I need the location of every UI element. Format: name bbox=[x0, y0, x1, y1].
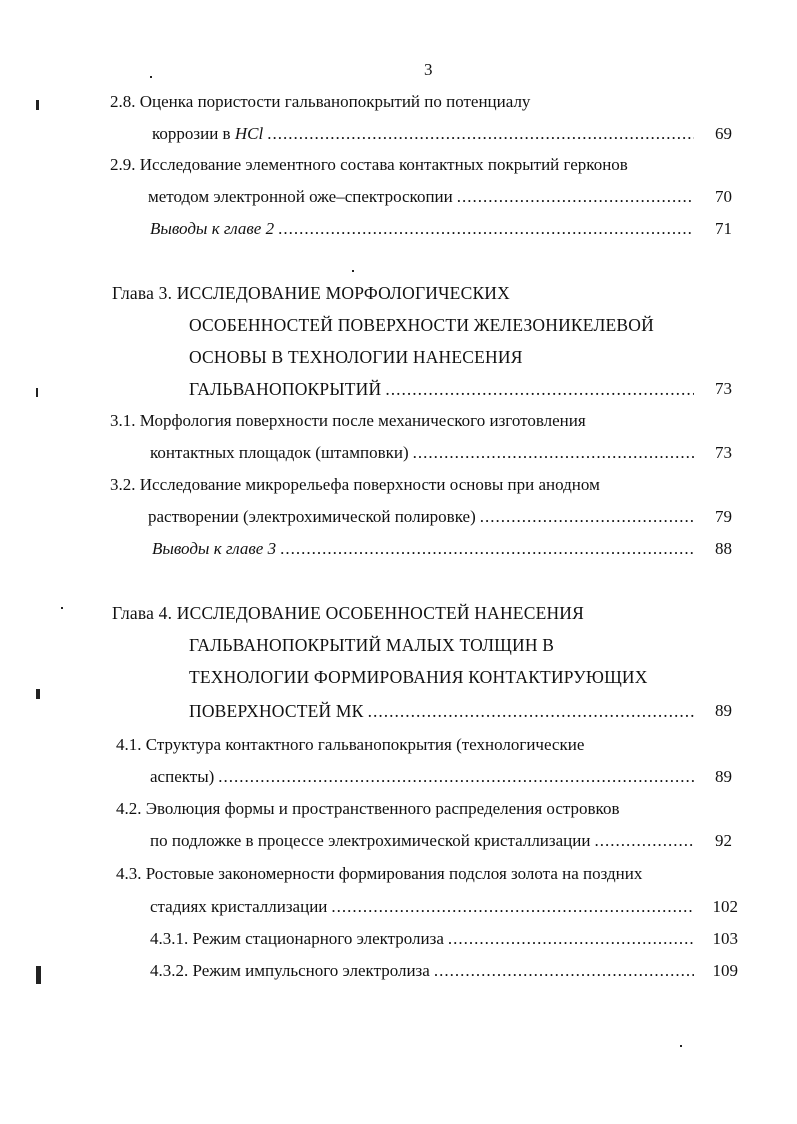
toc-entry-2-8-leader bbox=[152, 124, 698, 144]
toc-chapter-3-page: 73 bbox=[715, 379, 732, 398]
toc-chapter-4-text: ПОВЕРХНОСТЕЙ МК bbox=[189, 701, 364, 721]
toc-entry-2-9-page: 70 bbox=[715, 187, 732, 206]
toc-entry-2-9-leader bbox=[148, 187, 698, 207]
scan-speck bbox=[680, 1045, 682, 1047]
toc-conclusions-3-page: 88 bbox=[715, 539, 732, 558]
dot-leader bbox=[448, 929, 694, 949]
dot-leader bbox=[267, 124, 694, 144]
toc-entry-4-3-1 bbox=[150, 929, 698, 949]
toc-entry-2-9-title: 2.9. Исследование элементного состава контактных покрытий герконов bbox=[110, 155, 628, 174]
dot-leader bbox=[218, 767, 694, 787]
toc-entry-4-3-1-text: 4.3.1. Режим стационарного электролиза bbox=[150, 929, 444, 948]
toc-chapter-4-line-3: ТЕХНОЛОГИИ ФОРМИРОВАНИЯ КОНТАКТИРУЮЩИХ bbox=[189, 667, 648, 687]
toc-entry-4-2-text: по подложке в процессе электрохимической кристаллизации bbox=[150, 831, 591, 850]
toc-chapter-3-line-2: ОСОБЕННОСТЕЙ ПОВЕРХНОСТИ ЖЕЛЕЗОНИКЕЛЕВОЙ bbox=[189, 315, 654, 335]
toc-chapter-4-page: 89 bbox=[715, 701, 732, 720]
toc-conclusions-3-text: Выводы к главе 3 bbox=[152, 539, 277, 558]
scan-speck bbox=[352, 270, 354, 272]
toc-entry-3-1-page: 73 bbox=[715, 443, 732, 462]
toc-chapter-4-line-1: Глава 4. ИССЛЕДОВАНИЕ ОСОБЕННОСТЕЙ НАНЕСЕНИЯ bbox=[112, 603, 585, 623]
toc-entry-4-3-leader bbox=[150, 897, 698, 917]
toc-entry-4-2-leader bbox=[150, 831, 698, 851]
toc-entry-4-2-page: 92 bbox=[715, 831, 732, 850]
dot-leader bbox=[278, 219, 694, 239]
toc-entry-4-3-1-page: 103 bbox=[712, 929, 738, 948]
toc-entry-4-3-text: стадиях кристаллизации bbox=[150, 897, 328, 916]
dot-leader bbox=[368, 701, 694, 721]
scan-speck bbox=[36, 966, 41, 984]
toc-conclusions-2-page: 71 bbox=[715, 219, 732, 238]
dot-leader bbox=[331, 897, 694, 917]
toc-entry-4-3-2-text: 4.3.2. Режим импульсного электролиза bbox=[150, 961, 430, 980]
toc-entry-2-9-text: методом электронной оже–спектроскопии bbox=[148, 187, 453, 206]
toc-entry-3-2-leader bbox=[148, 507, 698, 527]
toc-chapter-3-line-3: ОСНОВЫ В ТЕХНОЛОГИИ НАНЕСЕНИЯ bbox=[189, 347, 523, 367]
toc-entry-4-3-2 bbox=[150, 961, 698, 981]
page-number: 3 bbox=[424, 60, 433, 79]
toc-entry-3-2-page: 79 bbox=[715, 507, 732, 526]
toc-chapter-3-line-1: Глава 3. ИССЛЕДОВАНИЕ МОРФОЛОГИЧЕСКИХ bbox=[112, 283, 510, 303]
dot-leader bbox=[434, 961, 694, 981]
toc-entry-4-1-page: 89 bbox=[715, 767, 732, 786]
dot-leader bbox=[280, 539, 694, 559]
scan-speck bbox=[61, 607, 63, 609]
toc-conclusions-2-text: Выводы к главе 2 bbox=[150, 219, 275, 238]
dot-leader bbox=[457, 187, 694, 207]
scan-speck bbox=[36, 689, 40, 699]
toc-chapter-4-line-2: ГАЛЬВАНОПОКРЫТИЙ МАЛЫХ ТОЛЩИН В bbox=[189, 635, 555, 655]
toc-entry-2-8-formula: HCl bbox=[234, 124, 264, 143]
dot-leader bbox=[385, 379, 694, 399]
scan-speck bbox=[36, 388, 38, 397]
toc-entry-2-8-page: 69 bbox=[715, 124, 732, 143]
toc-entry-3-1-text: контактных площадок (штамповки) bbox=[150, 443, 409, 462]
toc-entry-4-2-title: 4.2. Эволюция формы и пространственного распределения островков bbox=[116, 799, 620, 818]
dot-leader bbox=[480, 507, 694, 527]
toc-entry-2-8-title: 2.8. Оценка пористости гальванопокрытий по потенциалу bbox=[110, 92, 531, 111]
toc-entry-4-1-title: 4.1. Структура контактного гальванопокрытия (технологические bbox=[116, 735, 585, 754]
toc-conclusions-3 bbox=[152, 539, 698, 559]
toc-entry-4-3-title: 4.3. Ростовые закономерности формирования подслоя золота на поздних bbox=[116, 864, 643, 883]
dot-leader bbox=[413, 443, 694, 463]
toc-chapter-3-leader bbox=[189, 379, 698, 399]
toc-chapter-3-text: ГАЛЬВАНОПОКРЫТИЙ bbox=[189, 379, 382, 399]
toc-entry-3-2-title: 3.2. Исследование микрорельефа поверхности основы при анодном bbox=[110, 475, 600, 494]
toc-entry-3-2-text: растворении (электрохимической полировке) bbox=[148, 507, 476, 526]
dot-leader bbox=[594, 831, 694, 851]
scan-speck bbox=[150, 76, 152, 78]
toc-entry-4-1-leader bbox=[150, 767, 698, 787]
toc-entry-4-3-page: 102 bbox=[712, 897, 738, 916]
toc-chapter-4-leader bbox=[189, 701, 698, 721]
toc-entry-4-1-text: аспекты) bbox=[150, 767, 215, 786]
toc-entry-3-1-title: 3.1. Морфология поверхности после механического изготовления bbox=[110, 411, 586, 430]
toc-entry-4-3-2-page: 109 bbox=[712, 961, 738, 980]
scan-speck bbox=[36, 100, 39, 110]
toc-entry-2-8-text: коррозии в bbox=[152, 124, 235, 143]
toc-conclusions-2 bbox=[150, 219, 698, 239]
toc-entry-3-1-leader bbox=[150, 443, 698, 463]
